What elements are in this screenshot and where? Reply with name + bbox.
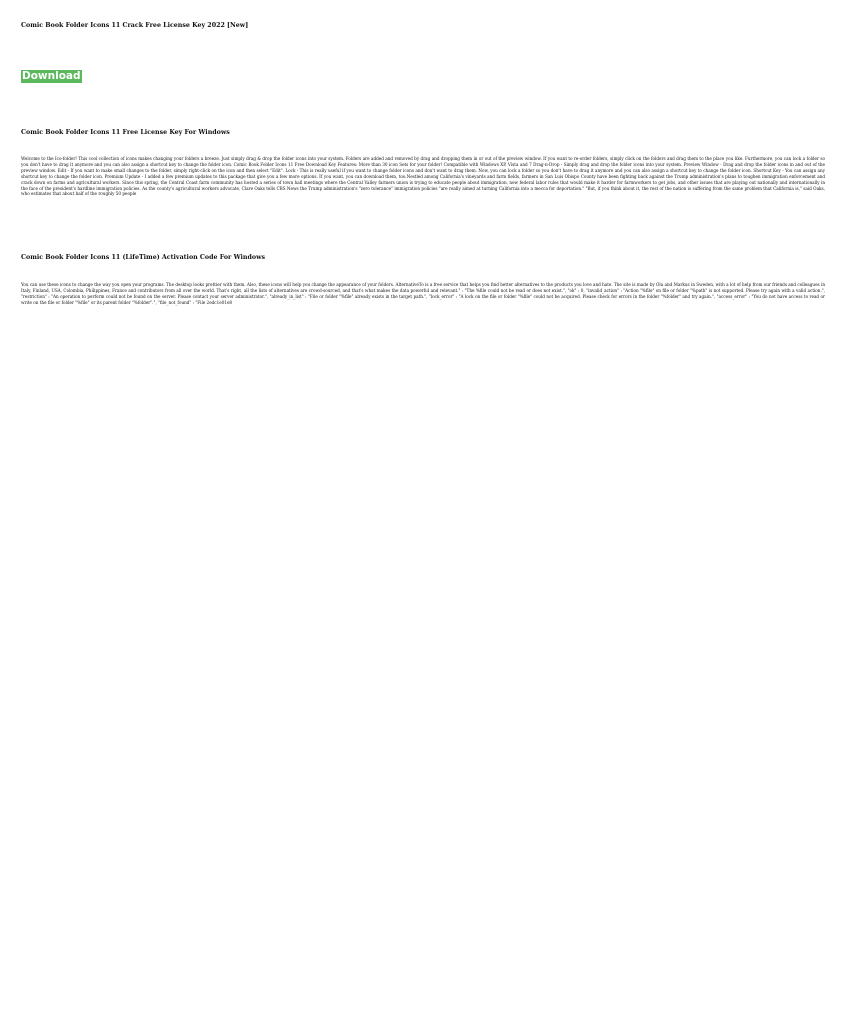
section-body-activation-code: You can use these icons to change the way you open your programs. The desktop looks prettier with them. Also, these icons will help you change the appearance of your folders. AlternativeTo is a free service that helps you find better alternatives to the products you love and hate. The site is made by Ola and Markus in Sweden, with a lot of help from our friends and colleagues in Italy, Finland, USA, Colombia, Philippines, France and contributors from all over the world. That's right, all the lists of alternatives are crowd-sourced, and that's what makes the data powerful and relevant." : "The %file could not be read or does not exist.", "ok" : 0, "invalid_action" : "Action "%file" on file or folder "%path" is not supported. Please try again with a valid action.", "restriction" : "An operation to perform could not be found on the server. Please contact your server administrator.", "already_in_list" : "File or folder "%file" already exists in the target path.", "lock_error" : "A lock on the file or folder "%file" could not be acquired. Please check for errors in the folder "%folder" and try again.", "access_error" : "You do not have access to read or write on the file or folder "%file" or its parent folder "%folder".", "file_not_found" : "File 2edc1e01e8: [21, 282, 825, 305]
page-title: Comic Book Folder Icons 11 Crack Free License Key 2022 [New]: [21, 22, 249, 29]
download-button[interactable]: Download: [22, 70, 81, 82]
section-heading-free-license-key: Comic Book Folder Icons 11 Free License Key For Windows: [21, 129, 230, 136]
section-heading-activation-code: Comic Book Folder Icons 11 (LifeTime) Activation Code For Windows: [21, 254, 266, 261]
section-body-free-license-key: Welcome to the Ico-folder! This cool collection of icons makes changing your folders a breeze. Just simply drag & drop the folder icons into your system. Folders are added and removed by drag and dropping them in or out of the preview window. If you want to re-order folders, simply click on the folders and drag them to the place you like. Furthermore, you can lock a folder so you don't have to drag it anymore and you can also assign a shortcut key to change the folder icon. Comic Book Folder Icons 11 Free Download Key Features: More than 30 icon Sets for your folder! Compatible with Windows XP, Vista and 7 Drag-n-Drop - Simply drag and drop the folder icons into your system. Preview Window - Drag and drop the folder icons in and out of the preview window. Edit - If you want to make small changes to the folder, simply right-click on the icon and then select "Edit". Lock - This is really useful if you want to change folder icons and don't want to drag them. Now, you can lock a folder so you don't have to drag it anymore and you can also assign a shortcut key to change the folder icon. Shortcut Key - You can assign any shortcut key to change the folder icon. Premium Update - I added a few premium updates to this package that give you a few more options. If you want, you can download them, too.Nestled among California's vineyards and farm fields, farmers in San Luis Obispo County have been fighting back against the Trump administration's plans to toughen immigration enforcement and crack down on farms and agricultural workers. Since this spring, the Central Coast farm community has hosted a series of town hall meetings where the Central Valley farmers union is trying to educate people about immigration, new federal labor rules that would make it harder for farmworkers to get jobs, and other issues that are playing out nationally and internationally in the face of the president's hardline immigration policies. As the county's agricultural workers advocate, Clare Oaks tells CBS News the Trump administration's "zero tolerance" immigration policies "are really aimed at turning California into a mecca for deportation." "But, if you think about it, the rest of the nation is suffering from the same problem that California is," said Oaks, who estimates that about half of the roughly 50 people: [21, 156, 825, 197]
